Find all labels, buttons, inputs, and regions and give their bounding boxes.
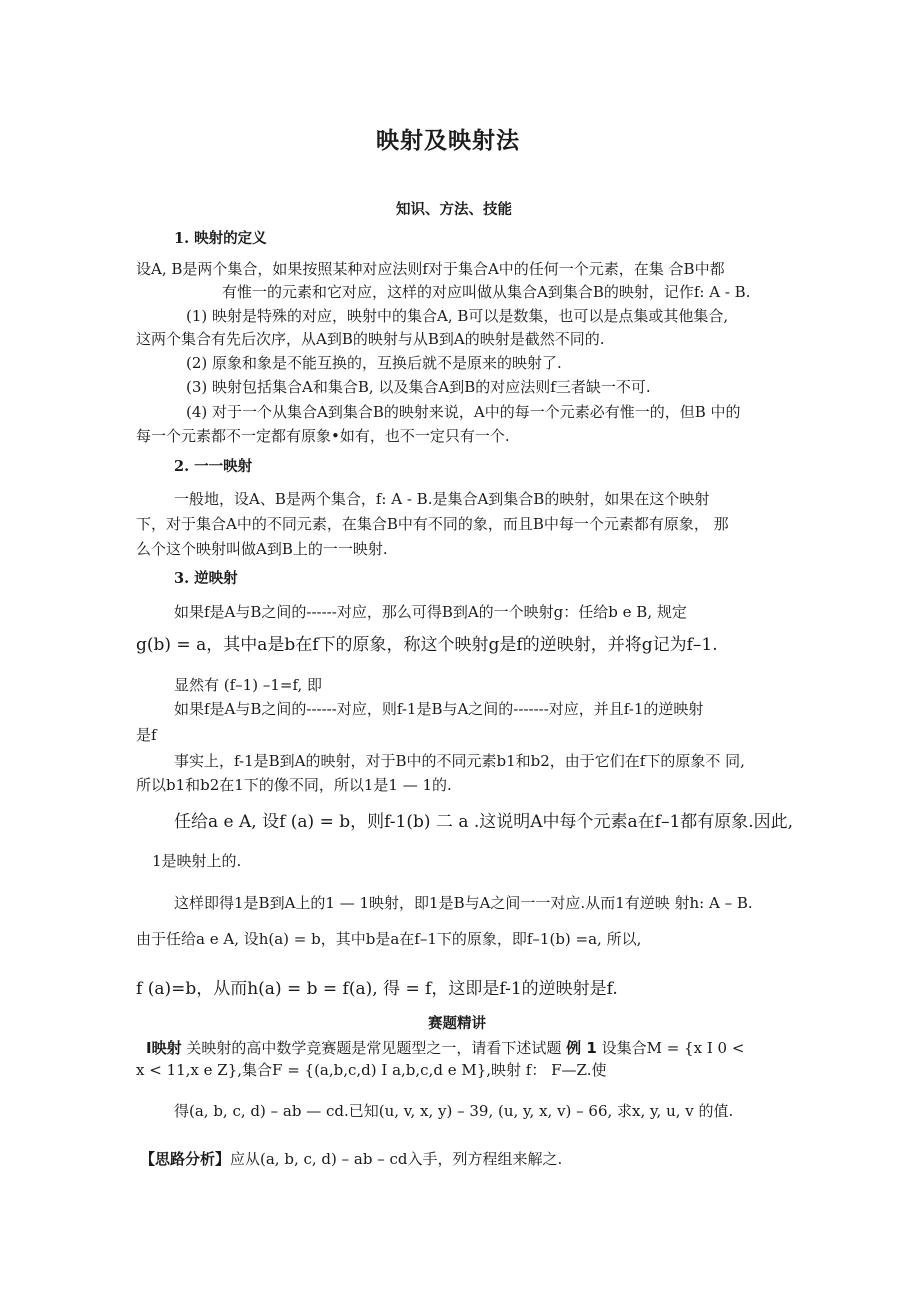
one-to-one-line-1: 一般地，设A、B是两个集合，f: A - B.是集合A到集合B的映射，如果在这个映射 xyxy=(174,490,710,508)
inverse-line-3: 显然有 (f–1) –1=f, 即 xyxy=(174,676,323,694)
note-1-line-2: 这两个集合有先后次序，从A到B的映射与从B到A的映射是截然不同的. xyxy=(136,330,605,348)
inverse-line-4: 如果f是A与B之间的------对应，则f-1是B与A之间的-------对应，并且f-1的逆映射 xyxy=(174,700,704,718)
heading-mapping-definition: 1. 映射的定义 xyxy=(174,230,267,247)
section-heading-contest: 赛题精讲 xyxy=(428,1016,486,1032)
inverse-line-7: 所以b1和b2在1下的像不同，所以1是1 — 1的. xyxy=(136,776,452,794)
inverse-line-1: 如果f是A与B之间的------对应，那么可得B到A的一个映射g：任给b e B, 规定 xyxy=(174,603,687,621)
note-1-line-1: (1) 映射是特殊的对应，映射中的集合A, B可以是数集，也可以是点集或其他集合, xyxy=(186,307,729,325)
analysis-label: 【思路分析】 xyxy=(140,1150,231,1168)
inverse-line-11: 由于任给a e A, 设h(a) = b，其中b是a在f–1下的原象，即f–1(b) =a, 所以, xyxy=(136,930,642,948)
analysis-text: 应从(a, b, c, d) – ab – cd入手，列方程组来解之. xyxy=(230,1150,563,1168)
heading-one-to-one: 2. 一一映射 xyxy=(174,458,253,475)
contest-line-3: 得(a, b, c, d) – ab — cd.已知(u, v, x, y) – 39, (u, y, x, v) – 66, 求x, y, u, v 的值. xyxy=(174,1102,734,1120)
contest-line-1 xyxy=(146,1039,744,1057)
note-2: (2) 原象和象是不能互换的，互换后就不是原来的映射了. xyxy=(186,354,562,372)
definition-line-1: 设A, B是两个集合，如果按照某种对应法则f对于集合A中的任何一个元素，在集 合B中都 xyxy=(136,260,725,278)
definition-line-2: 有惟一的元素和它对应，这样的对应叫做从集合A到集合B的映射，记作f: A - B. xyxy=(222,283,751,301)
inverse-line-9: 1是映射上的. xyxy=(152,852,242,870)
one-to-one-line-2: 下，对于集合A中的不同元素，在集合B中有不同的象，而且B中每一个元素都有原象， 那 xyxy=(136,515,729,533)
contest-set-m: 设集合M = {x I 0 < xyxy=(596,1039,745,1057)
inverse-line-5: 是f xyxy=(136,726,157,744)
page-title: 映射及映射法 xyxy=(376,128,520,154)
contest-intro-text: 关映射的高中数学竞赛题是常见题型之一，请看下述试题 xyxy=(181,1039,567,1057)
inverse-line-12: f (a)=b，从而h(a) = b = f(a), 得 = f，这即是f-1的逆映射是f. xyxy=(136,979,618,999)
analysis-line xyxy=(140,1150,562,1168)
inverse-line-6: 事实上，f-1是B到A的映射，对于B中的不同元素b1和b2，由于它们在f下的原象不 同, xyxy=(174,752,745,770)
inverse-line-10: 这样即得1是B到A上的1 — 1映射，即1是B与A之间一一对应.从而1有逆映 射h: A – B. xyxy=(174,894,753,912)
note-4-line-1: (4) 对于一个从集合A到集合B的映射来说，A中的每一个元素必有惟一的，但B 中的 xyxy=(186,403,741,421)
contest-mapping-label: I映射 xyxy=(146,1039,182,1057)
note-4-line-2: 每一个元素都不一定都有原象•如有，也不一定只有一个. xyxy=(136,427,510,445)
heading-inverse-mapping: 3. 逆映射 xyxy=(174,570,238,587)
note-3: (3) 映射包括集合A和集合B, 以及集合A到B的对应法则f三者缺一不可. xyxy=(186,378,651,396)
example-label: 例 1 xyxy=(566,1039,597,1057)
section-heading-knowledge: 知识、方法、技能 xyxy=(396,202,512,218)
contest-line-2: x < 11,x e Z},集合F = {(a,b,c,d) I a,b,c,d e M},映射 f： F—Z.使 xyxy=(136,1061,607,1079)
inverse-line-8: 任给a e A, 设f (a) = b，则f-1(b) 二 a .这说明A中每个元素a在f–1都有原象.因此, xyxy=(174,812,794,832)
one-to-one-line-3: 么个这个映射叫做A到B上的一一映射. xyxy=(136,540,388,558)
inverse-line-2: g(b) = a，其中a是b在f下的原象，称这个映射g是f的逆映射，并将g记为f–1. xyxy=(136,635,718,655)
